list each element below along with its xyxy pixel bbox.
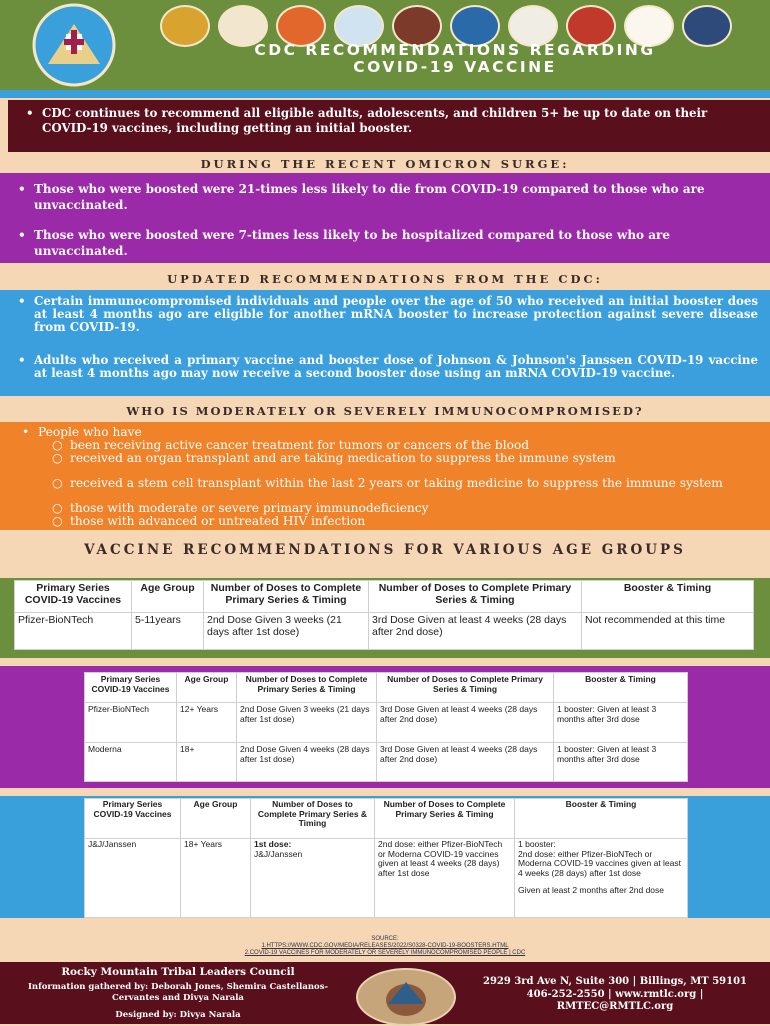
table-header: Booster & Timing [582, 581, 754, 613]
table-header: Age Group [132, 581, 204, 613]
table-cell: 3rd Dose Given at least 4 weeks (28 days after 2nd dose) [377, 742, 554, 782]
bullet-text: Those who were boosted were 7-times less likely to be hospitalized compared to those who are unvaccinated. [34, 228, 670, 258]
contact-line[interactable]: 406-252-2550 | www.rmtlc.org | [526, 988, 704, 1000]
bullet-icon: • [26, 106, 34, 120]
booster-detail: 2nd dose: either Pfizer-BioNTech or Moderna COVID-19 vaccines given at least 4 weeks (28 days) after 1st dose [518, 848, 681, 878]
immunocompromised-section [0, 422, 770, 530]
table-header: Number of Doses to Complete Primary Series & Timing [204, 581, 369, 613]
circle-bullet-icon: ○ [52, 514, 63, 528]
intro-section [8, 100, 770, 152]
tribal-seal-icon [682, 5, 732, 47]
table-header: Booster & Timing [554, 673, 688, 703]
table-cell: 12+ Years [177, 703, 237, 743]
table-header: Number of Doses to Complete Primary Series & Timing [377, 673, 554, 703]
section-heading: DURING THE RECENT OMICRON SURGE: [200, 157, 570, 171]
header-banner [0, 0, 770, 90]
circle-bullet-icon: ○ [52, 501, 63, 515]
table-header: Booster & Timing [515, 799, 688, 839]
bullet-text: Adults who received a primary vaccine and booster dose of Johnson & Johnson's Janssen COVID-19 vaccine at least 4 months ago may now receive a second booster dose using an mRNA COVID-19 vaccine. [34, 353, 758, 380]
vaccine-table-janssen [84, 798, 688, 918]
bullet-icon: • [22, 425, 30, 439]
epidemiology-center-logo [8, 2, 140, 88]
table-cell: Pfizer-BioNTech [15, 613, 132, 650]
table-row [15, 613, 754, 650]
page-title [150, 42, 760, 76]
table-header: Primary Series COVID-19 Vaccines [85, 673, 177, 703]
dose-value: J&J/Janssen [254, 848, 303, 859]
sources [0, 918, 770, 958]
sub-item-text: received an organ transplant and are taking medication to suppress the immune system [70, 451, 616, 465]
table-header: Primary Series COVID-19 Vaccines [15, 581, 132, 613]
address: 2929 3rd Ave N, Suite 300 | Billings, MT 59101 [483, 976, 747, 987]
sub-item-text: those with advanced or untreated HIV infection [70, 514, 366, 528]
section-heading: VACCINE RECOMMENDATIONS FOR VARIOUS AGE GROUPS [84, 542, 686, 558]
bullet-icon: • [18, 182, 26, 196]
footer [0, 962, 770, 1024]
table-cell: J&J/Janssen [85, 839, 181, 918]
table-header: Number of Doses to Complete Primary Series & Timing [369, 581, 582, 613]
title-line: COVID-19 VACCINE [353, 58, 557, 76]
table-header: Number of Doses to Complete Primary Series & Timing [251, 799, 375, 839]
omicron-section [0, 173, 770, 263]
circle-bullet-icon: ○ [52, 438, 63, 452]
table-header: Age Group [181, 799, 251, 839]
table-row [85, 742, 688, 782]
council-logo [356, 968, 456, 1026]
footer-credits [8, 967, 348, 1021]
table-cell: 2nd dose: either Pfizer-BioNTech or Moderna COVID-19 vaccines given at least 4 weeks (28 days) after 1st dose [375, 839, 515, 918]
table-section-purple [0, 666, 770, 788]
table-section-green [0, 578, 770, 658]
table-cell: 1 booster: Given at least 3 months after 3rd dose [554, 742, 688, 782]
table-header: Age Group [177, 673, 237, 703]
title-line: CDC RECOMMENDATIONS REGARDING [254, 41, 656, 59]
bullet-text: Certain immunocompromised individuals and people over the age of 50 who received an initial booster does at least 4 months ago are eligible for another mRNA booster to increase protection against severe disease from COVID-19. [34, 294, 758, 334]
circle-bullet-icon: ○ [52, 451, 63, 465]
booster-label: 1 booster: [518, 839, 556, 849]
table-cell: 2nd Dose Given 4 weeks (28 days after 1st dose) [237, 742, 377, 782]
bullet-icon: • [18, 353, 26, 367]
table-cell: 1 booster: Given at least 3 months after 3rd dose [554, 703, 688, 743]
table-cell: 5-11years [132, 613, 204, 650]
section-heading: WHO IS MODERATELY OR SEVERELY IMMUNOCOMPROMISED? [126, 404, 644, 418]
table-row [85, 703, 688, 743]
table-cell [515, 839, 688, 918]
table-cell: Moderna [85, 742, 177, 782]
table-cell: 18+ Years [181, 839, 251, 918]
sub-item-text: received a stem cell transplant within the last 2 years or taking medicine to suppress the immune system [70, 476, 723, 490]
table-header: Primary Series COVID-19 Vaccines [85, 799, 181, 839]
circle-bullet-icon: ○ [52, 476, 63, 490]
table-cell: 18+ [177, 742, 237, 782]
org-name: Rocky Mountain Tribal Leaders Council [61, 966, 295, 978]
updated-section [0, 290, 770, 396]
source-link[interactable]: 2.COVID-19 VACCINES FOR MODERATELY OR SEVERELY IMMUNOCOMPROMISED PEOPLE | CDC [244, 950, 526, 956]
table-row [85, 839, 688, 918]
table-header: Number of Doses to Complete Primary Series & Timing [237, 673, 377, 703]
footer-contact [470, 976, 760, 1014]
table-header: Number of Doses to Complete Primary Series & Timing [375, 799, 515, 839]
table-cell: 2nd Dose Given 3 weeks (21 days after 1st dose) [204, 613, 369, 650]
gathered-by: Information gathered by: Deborah Jones, Shemira Castellanos-Cervantes and Divya Narala [27, 982, 329, 1003]
intro-text: CDC continues to recommend all eligible adults, adolescents, and children 5+ be up to date on their COVID-19 vaccines, including getting an initial booster. [42, 106, 708, 135]
tribal-seal-icon [160, 5, 210, 47]
table-cell: 3rd Dose Given at least 4 weeks (28 days after 2nd dose) [377, 703, 554, 743]
table-cell [251, 839, 375, 918]
table-section-blue [0, 796, 770, 918]
table-cell: Not recommended at this time [582, 613, 754, 650]
booster-timing: Given at least 2 months after 2nd dose [518, 885, 665, 896]
lead-text: People who have [38, 425, 142, 439]
email-link[interactable]: RMTEC@RMTLC.org [556, 1001, 674, 1012]
bullet-text: Those who were boosted were 21-times less likely to die from COVID-19 compared to those who are unvaccinated. [34, 182, 705, 212]
source-link[interactable]: 1.HTTPS://WWW.CDC.GOV/MEDIA/RELEASES/2022/S0328-COVID-19-BOOSTERS.HTML [261, 943, 509, 949]
vaccine-table-adolescent-adult [84, 672, 688, 782]
sub-item-text: those with moderate or severe primary immunodeficiency [70, 501, 429, 515]
table-cell: 2nd Dose Given 3 weeks (21 days after 1st dose) [237, 703, 377, 743]
dose-label: 1st dose: [254, 839, 292, 849]
table-cell: 3rd Dose Given at least 4 weeks (28 days after 2nd dose) [369, 613, 582, 650]
table-cell: Pfizer-BioNTech [85, 703, 177, 743]
section-heading: UPDATED RECOMMENDATIONS FROM THE CDC: [167, 272, 603, 286]
bullet-icon: • [18, 228, 26, 242]
bullet-icon: • [18, 294, 26, 308]
vaccine-table-pediatric [14, 580, 754, 650]
designed-by: Designed by: Divya Narala [115, 1010, 241, 1020]
divider [0, 90, 770, 98]
sources-label: SOURCE: [371, 936, 399, 942]
sub-item-text: been receiving active cancer treatment for tumors or cancers of the blood [70, 438, 530, 452]
